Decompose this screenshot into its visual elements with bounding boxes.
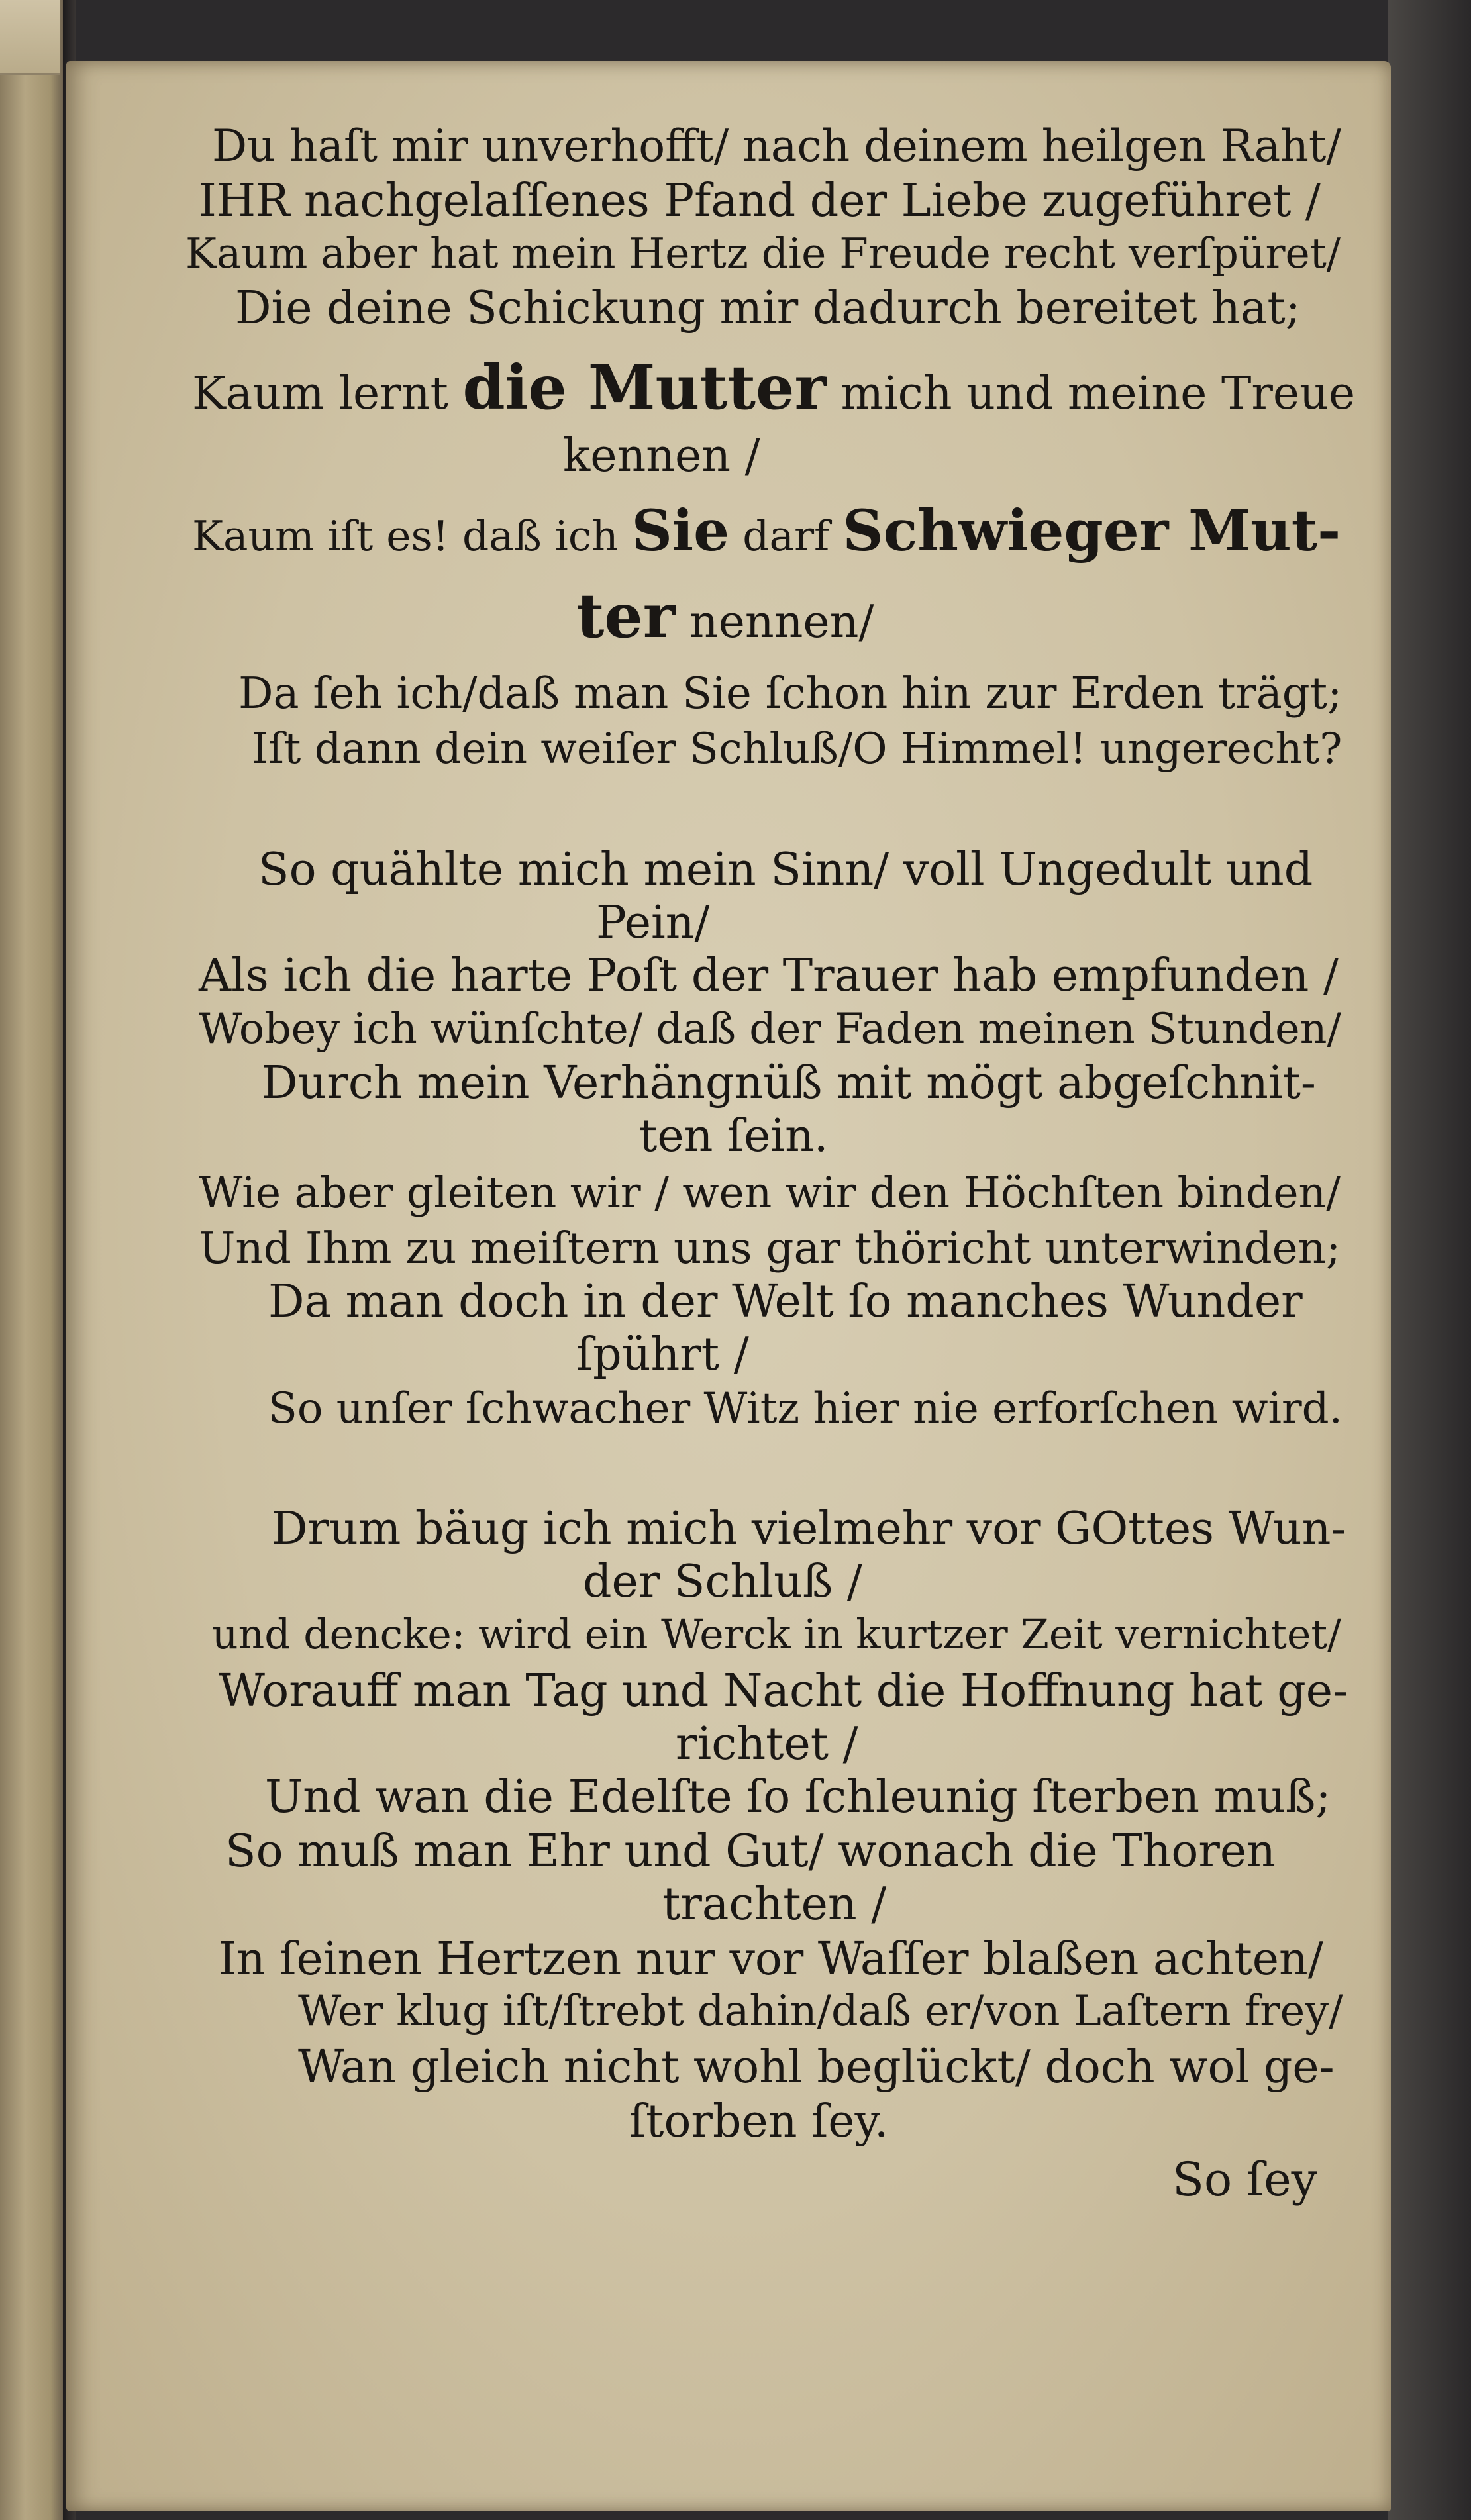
- left-page-edge: [0, 0, 63, 2520]
- emphasized-word: die Mutter: [462, 352, 827, 423]
- verse-line: ten ſein.: [639, 1110, 829, 1162]
- text-segment: Kaum iſt es! daß ich: [192, 512, 632, 560]
- verse-line: So quählte mich mein Sinn/ voll Ungedult und: [258, 844, 1313, 896]
- emphasized-word: Sie: [631, 498, 730, 564]
- verse-line: Kaum aber hat mein Hertz die Freude recht verſpüret/: [185, 229, 1341, 277]
- verse-line: Wan gleich nicht wohl beglückt/ doch wol ge-: [298, 2041, 1335, 2093]
- verse-line: Wer klug iſt/ſtrebt dahin/daß er/von Laſtern frey/: [298, 1986, 1343, 2035]
- verse-line: der Schluß /: [583, 1556, 862, 1608]
- verse-line: In ſeinen Hertzen nur vor Waſſer blaßen achten/: [219, 1933, 1323, 1986]
- verse-line: Wobey ich wünſchte/ daß der Faden meinen Stunden/: [199, 1004, 1341, 1053]
- verse-line: Und Ihm zu meiſtern uns gar thöricht unterwinden;: [199, 1223, 1341, 1274]
- verse-line: Pein/: [596, 897, 710, 949]
- verse-line: Drum bäug ich mich vielmehr vor GOttes Wun-: [272, 1503, 1346, 1555]
- verse-line: Da man doch in der Welt ſo manches Wunder: [268, 1276, 1303, 1328]
- text-segment: mich und meine Treue: [826, 368, 1356, 420]
- verse-line: Iſt dann dein weiſer Schluß/O Himmel! ungerecht?: [252, 725, 1343, 774]
- verse-line: Worauff man Tag und Nacht die Hoffnung hat ge-: [219, 1665, 1348, 1717]
- text-segment: darf: [729, 512, 843, 560]
- verse-line: Die deine Schickung mir dadurch bereitet hat;: [235, 282, 1301, 334]
- page-fold: [0, 0, 60, 75]
- text-segment: nennen/: [675, 596, 874, 648]
- verse-line: richtet /: [676, 1718, 858, 1770]
- emphasized-word: Schwieger Mut-: [842, 498, 1341, 564]
- verse-line: So unſer ſchwacher Witz hier nie erforſchen wird.: [268, 1384, 1343, 1433]
- verse-line: trachten /: [662, 1878, 887, 1931]
- verse-line: Als ich die harte Poſt der Trauer hab empfunden /: [199, 950, 1339, 1002]
- verse-line: Wie aber gleiten wir / wen wir den Höchſten binden/: [199, 1168, 1341, 1218]
- verse-line: IHR nachgelaſſenes Pfand der Liebe zugeführet /: [199, 175, 1321, 227]
- verse-line: und dencke: wird ein Werck in kurtzer Zeit vernichtet/: [212, 1611, 1341, 1658]
- verse-line: ſpührt /: [576, 1329, 749, 1381]
- catchword: So ſey: [1172, 2152, 1318, 2207]
- verse-line: So muß man Ehr und Gut/ wonach die Thoren: [225, 1825, 1276, 1878]
- text-segment: Kaum lernt: [192, 368, 463, 420]
- verse-line-emph: [192, 498, 1341, 564]
- verse-line: Und wan die Edelſte ſo ſchleunig ſterben muß;: [265, 1771, 1331, 1823]
- verse-line-emph: [192, 352, 1356, 423]
- verse-line: Durch mein Verhängnüß mit mögt abgeſchnit-: [262, 1057, 1316, 1109]
- verse-line-emph: [576, 580, 874, 652]
- verse-line: kennen /: [563, 430, 760, 482]
- verse-line: Du haſt mir unverhofft/ nach deinem heilgen Raht/: [212, 121, 1341, 172]
- verse-line: Da ſeh ich/daß man Sie ſchon hin zur Erden trägt;: [238, 668, 1343, 719]
- right-background: [1388, 0, 1471, 2520]
- verse-line: ſtorben ſey.: [629, 2095, 889, 2148]
- emphasized-word: ter: [576, 580, 676, 652]
